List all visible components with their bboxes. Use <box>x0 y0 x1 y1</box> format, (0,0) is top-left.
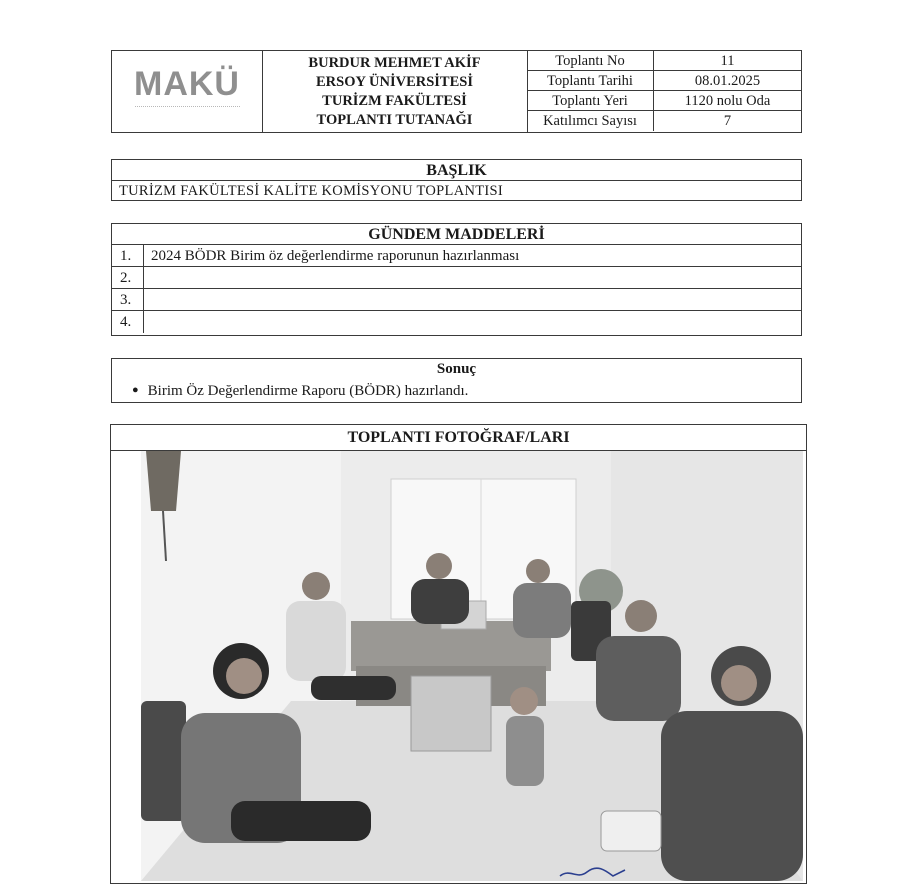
photos-heading: TOPLANTI FOTOĞRAF/LARI <box>111 425 806 451</box>
agenda-heading: GÜNDEM MADDELERİ <box>112 224 801 245</box>
header-table <box>111 50 802 133</box>
meeting-photo-illustration <box>141 451 803 881</box>
bullet-icon: ● <box>132 384 139 396</box>
meta-row-meeting-no <box>527 51 801 71</box>
meta-label: Toplantı Tarihi <box>527 71 654 90</box>
meta-row-meeting-date <box>527 71 801 91</box>
document-title <box>262 51 528 132</box>
agenda-number: 4. <box>112 311 144 333</box>
agenda-item <box>112 289 801 311</box>
agenda-text: 2024 BÖDR Birim öz değerlendirme raporunun hazırlanması <box>151 248 520 264</box>
agenda-text <box>144 311 801 333</box>
meeting-meta-table <box>527 51 801 132</box>
logo-tagline <box>135 106 240 109</box>
agenda-item <box>112 311 801 333</box>
meta-label: Katılımcı Sayısı <box>527 111 654 131</box>
agenda-item <box>112 245 801 267</box>
result-heading: Sonuç <box>436 361 477 377</box>
logo-cell <box>112 51 263 132</box>
university-logo: MAKÜ <box>134 65 240 103</box>
meta-value: 08.01.2025 <box>694 73 761 89</box>
meta-value: 1120 nolu Oda <box>684 93 771 109</box>
result-item <box>112 379 801 402</box>
agenda-section <box>111 223 802 336</box>
title-line: TOPLANTI TUTANAĞI <box>316 111 473 128</box>
meta-row-meeting-place <box>527 91 801 111</box>
agenda-number: 3. <box>112 289 144 310</box>
signature-mark <box>555 866 635 880</box>
subject-heading: BAŞLIK <box>112 160 801 181</box>
agenda-number: 2. <box>112 267 144 288</box>
subject-text: TURİZM FAKÜLTESİ KALİTE KOMİSYONU TOPLANTISI <box>119 183 504 199</box>
agenda-number: 1. <box>112 245 144 266</box>
agenda-item <box>112 267 801 289</box>
result-text: Birim Öz Değerlendirme Raporu (BÖDR) hazırlandı. <box>147 383 469 399</box>
title-line: TURİZM FAKÜLTESİ <box>322 92 467 109</box>
photos-section <box>110 424 807 884</box>
meta-value: 11 <box>720 53 735 69</box>
agenda-text <box>144 267 801 288</box>
meta-label: Toplantı No <box>527 51 654 70</box>
title-line: BURDUR MEHMET AKİF <box>308 54 481 71</box>
subject-section <box>111 159 802 201</box>
meeting-photo <box>141 451 803 881</box>
meta-row-participant-count <box>527 111 801 131</box>
agenda-text <box>144 289 801 310</box>
title-line: ERSOY ÜNİVERSİTESİ <box>315 73 473 90</box>
meta-label: Toplantı Yeri <box>527 91 654 110</box>
result-section <box>111 358 802 403</box>
meta-value: 7 <box>723 113 732 129</box>
